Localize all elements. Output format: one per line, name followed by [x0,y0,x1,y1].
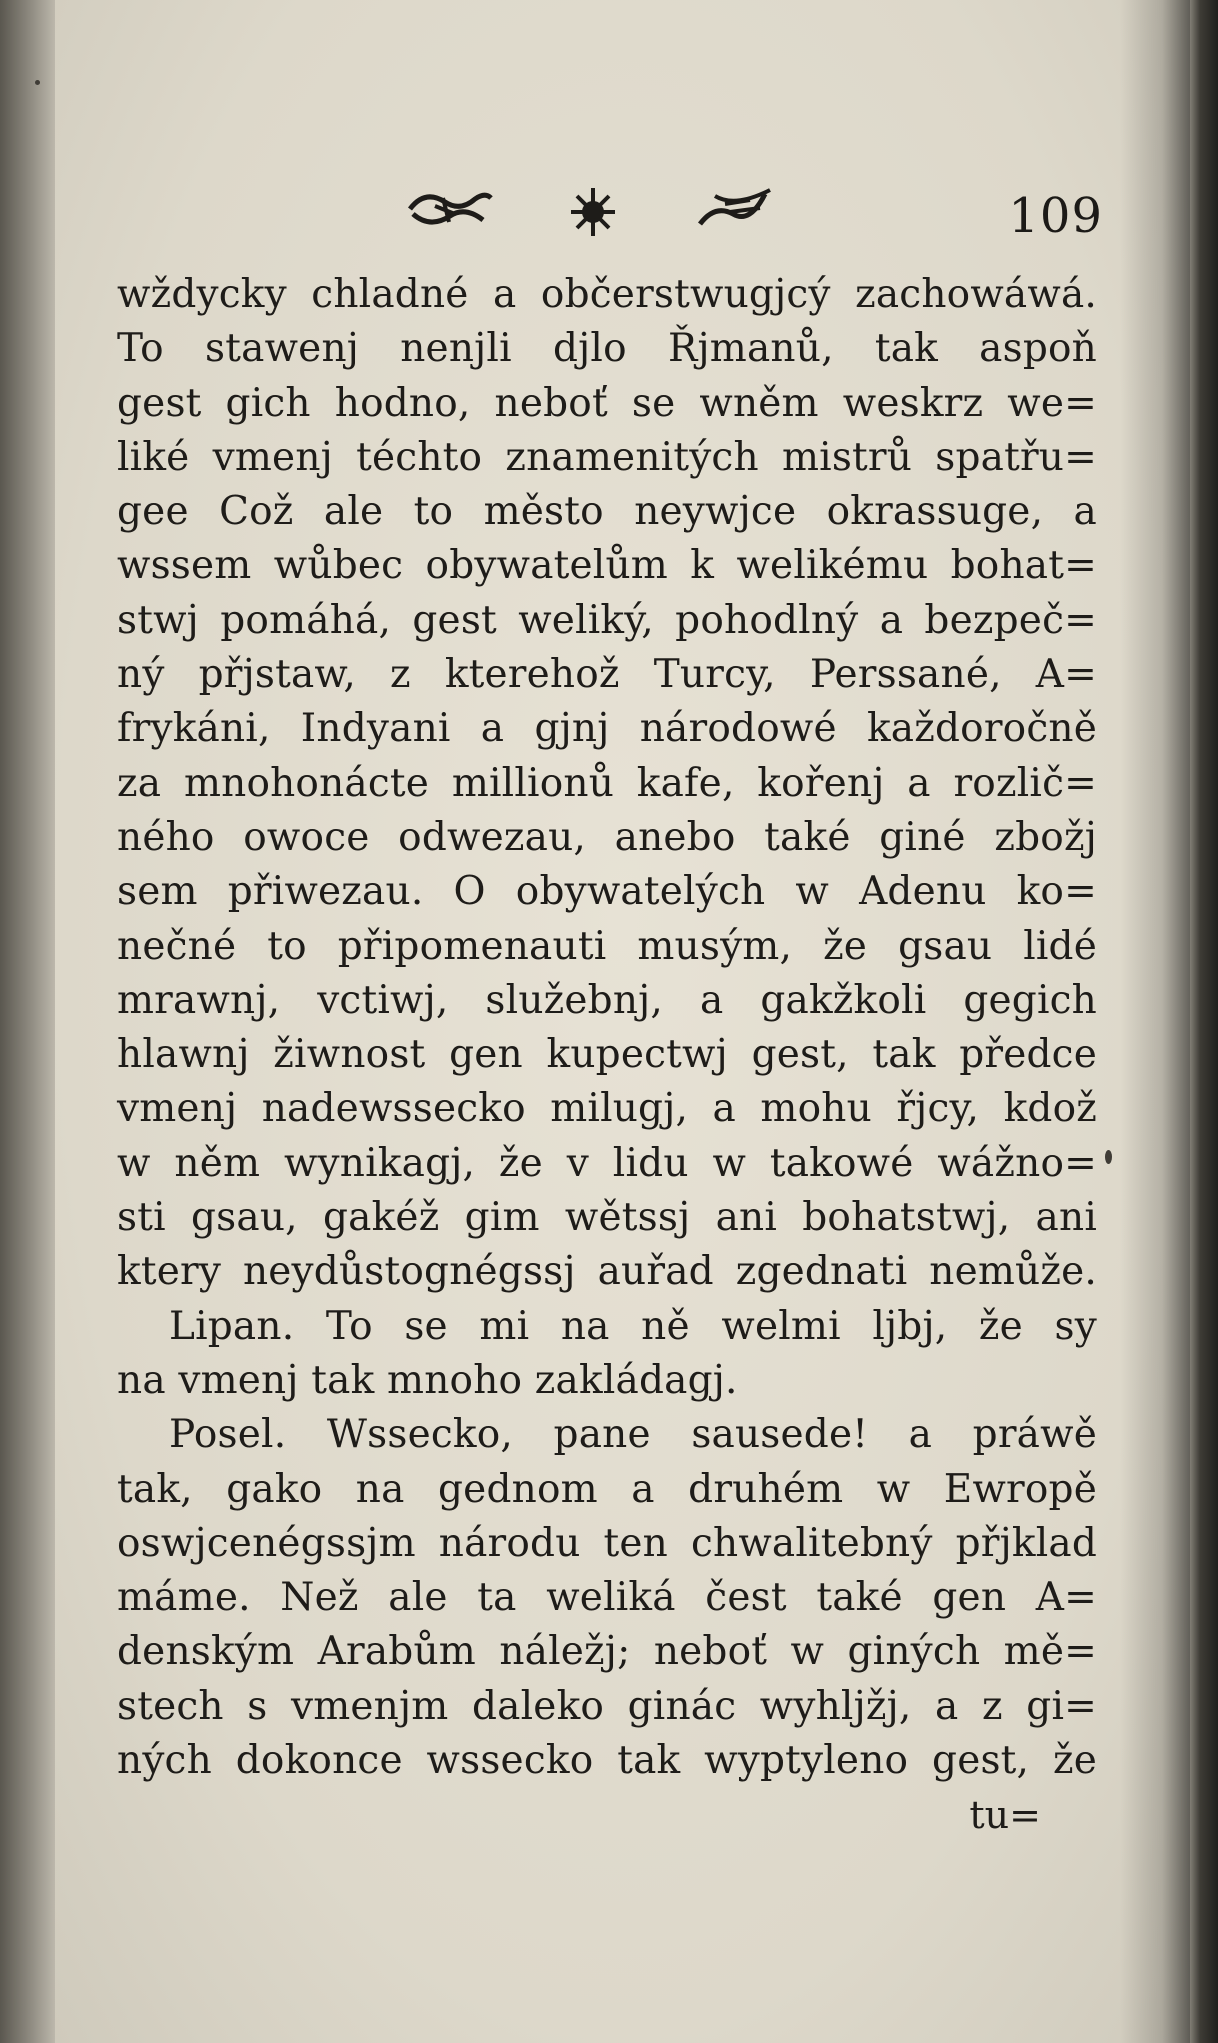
center-flower-ornament-icon [565,184,621,240]
text-line: wždycky chladné a občerstwugjcý zachowáwá. [117,272,1097,317]
text-line: frykáni, Indyani a gjnj národowé každoročně [117,706,1097,752]
text-line: wssem wůbec obywatelům k welikému bohat= [117,543,1097,589]
text-line: sti gsau, gakéž gim wětssj ani bohatstwj, ani [117,1195,1097,1241]
text-line: na vmenj tak mnoho zakládagj. [117,1357,738,1403]
text-line: liké vmenj téchto znamenitých mistrů spatřu= [117,434,1097,480]
text-line: gee Což ale to město neywjce okrassuge, a [117,489,1097,535]
text-line: za mnohonácte millionů kafe, kořenj a rozlič= [117,760,1097,806]
text-line: nečné to připomenauti musým, že gsau lidé [117,923,1097,969]
text-line: sem přiwezau. O obywatelých w Adenu ko= [117,869,1097,915]
right-scroll-ornament-icon [695,184,775,234]
book-page [55,0,1190,2043]
text-line: ktery neydůstognégssj auřad zgednati nemůže. [117,1249,1097,1295]
paper-speck [1105,1150,1112,1164]
text-line: mrawnj, vctiwj, služebnj, a gakžkoli gegich [117,977,1097,1023]
text-line: ný přjstaw, z kterehož Turcy, Perssané, A= [117,652,1097,698]
catchword: tu= [969,1793,1041,1838]
text-line: denským Arabům náležj; neboť w giných mě= [117,1629,1097,1675]
text-line: vmenj nadewssecko milugj, a mohu řjcy, kdož [117,1086,1097,1132]
text-line: tak, gako na gednom a druhém w Ewropě [117,1466,1097,1512]
page-number: 109 [1008,188,1103,244]
text-line: stech s vmenjm daleko ginác wyhljžj, a z gi= [117,1683,1097,1729]
body-text [117,268,1097,1842]
page-gutter-shadow [1120,0,1190,2043]
text-line: hlawnj žiwnost gen kupectwj gest, tak předce [117,1032,1097,1078]
text-line: ných dokonce wssecko tak wyptyleno gest, že [117,1738,1097,1784]
text-line: To stawenj nenjli djlo Řjmanů, tak aspoň [117,326,1097,372]
left-scroll-ornament-icon [405,184,495,234]
text-line: stwj pomáhá, gest weliký, pohodlný a bezpeč= [117,597,1097,643]
text-line: Lipan. To se mi na ně welmi ljbj, že sy [169,1303,1097,1349]
text-line: oswjcenégssjm národu ten chwalitebný přjklad [117,1520,1097,1566]
paper-speck [35,80,40,85]
text-line: gest gich hodno, neboť se wněm weskrz we= [117,380,1097,426]
page-header [405,178,1125,248]
text-line: ného owoce odwezau, anebo také giné zbožj [117,814,1097,860]
text-line: Posel. Wssecko, pane sausede! a práwě [169,1412,1097,1458]
text-line: máme. Než ale ta weliká čest také gen A= [117,1575,1097,1621]
text-line: w něm wynikagj, že v lidu w takowé wážno= [117,1140,1097,1186]
